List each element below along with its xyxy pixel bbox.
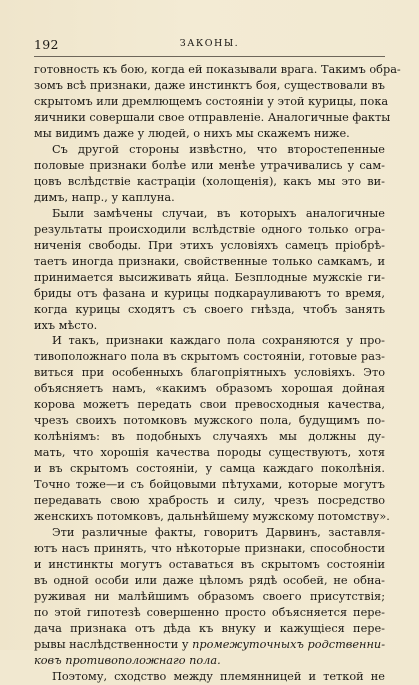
text-line-content: колѣніямъ: въ подобныхъ случаяхъ мы должны ду- — [34, 430, 385, 444]
text-line — [34, 669, 385, 685]
text-line-content: ихъ мѣсто. — [34, 318, 98, 332]
text-line-content: Поэтому, сходство между племянницей и теткой не — [52, 669, 385, 683]
text-line-content: мы видимъ даже у людей, о нихъ мы скажемъ ниже. — [34, 126, 350, 140]
text-line-content: корова можетъ передать свои превосходныя качества, — [34, 398, 385, 412]
text-line — [34, 397, 385, 413]
text-line — [34, 126, 385, 142]
text-line — [34, 206, 385, 222]
text-line-content: Были замѣчены случаи, въ которыхъ аналогичные — [52, 206, 385, 220]
text-line — [34, 110, 391, 126]
text-line — [34, 573, 385, 589]
text-line — [34, 142, 385, 158]
text-line-content: передавать свою храбрость и силу, чрезъ посредство — [34, 494, 385, 508]
text-line — [34, 589, 385, 605]
italic-phrase: промежуточныхъ родственни- — [192, 637, 386, 651]
page-number: 192 — [34, 37, 59, 52]
text-line — [34, 190, 385, 206]
text-line — [34, 158, 385, 174]
text-line-content: бриды отъ фазана и курицы подкарауливаютъ то время, — [34, 286, 385, 300]
text-line — [34, 349, 385, 365]
text-line — [34, 429, 385, 445]
text-line — [34, 94, 389, 110]
text-line — [34, 270, 385, 286]
text-line-content: Съ другой стороны извѣстно, что второстепенные — [52, 142, 385, 156]
italic-phrase: ковъ противоположнаго пола. — [34, 653, 221, 667]
text-line-content: когда курицы сходятъ съ своего гнѣзда, чтобъ занять — [34, 302, 385, 316]
text-line — [34, 333, 385, 349]
text-line-content: чрезъ своихъ потомковъ мужского пола, будущимъ по- — [34, 414, 385, 428]
text-line — [34, 461, 385, 477]
text-line-content: И такъ, признаки каждаго пола сохраняются у про- — [52, 334, 385, 348]
text-line-content: результаты происходили вслѣдствіе одного только огра- — [34, 222, 385, 236]
text-line-content: въ одной особи или даже цѣломъ рядѣ особей, не обна- — [34, 574, 385, 587]
text-line — [34, 509, 390, 525]
text-line — [34, 653, 385, 669]
text-line — [34, 254, 385, 270]
text-line-content: Эти различные факты, говоритъ Дарвинъ, заставля- — [52, 526, 385, 540]
text-line — [34, 477, 385, 493]
body-text — [34, 62, 401, 685]
text-line — [34, 541, 385, 557]
text-line — [34, 413, 385, 429]
text-line-content: принимается высиживать яйца. Безплодные мужскіе ги- — [34, 270, 385, 284]
text-line-content: руживая ни малѣйшимъ образомъ своего присутствія; — [34, 589, 385, 603]
text-line-content: зомъ всѣ признаки, даже инстинктъ боя, существовали въ — [34, 78, 385, 92]
text-line — [34, 286, 385, 302]
text-line — [34, 445, 385, 461]
text-line-content: готовность къ бою, когда ей показывали врага. Такимъ обра- — [34, 63, 401, 76]
text-line-content: таетъ иногда признаки, свойственные только самкамъ, и — [34, 254, 385, 268]
text-line-content: объясняетъ намъ, «какимъ образомъ хорошая дойная — [34, 382, 385, 396]
header-rule — [34, 56, 385, 57]
running-title: ЗАКОНЫ. — [179, 38, 240, 49]
text-line-content: дача признака отъ дѣда къ внуку и кажущіеся пере- — [34, 621, 385, 635]
text-line-content: виться при особенныхъ благопріятныхъ условіяхъ. Это — [34, 366, 385, 380]
text-line — [34, 605, 385, 621]
text-line-content: по этой гипотезѣ совершенно просто объясняется пере- — [34, 605, 385, 619]
text-line — [34, 78, 385, 94]
text-line-content: и въ скрытомъ состояніи, у самца каждаго поколѣнія. — [34, 462, 385, 476]
text-line — [34, 637, 385, 653]
text-line-content: яичники совершали свое отправленіе. Аналогичные факты — [34, 110, 391, 124]
text-line — [34, 365, 385, 381]
text-line — [34, 318, 385, 334]
text-line-content: ютъ насъ принять, что нѣкоторые признаки, способности — [34, 542, 385, 556]
text-line-content: и инстинкты могутъ оставаться въ скрытомъ состояніи — [34, 558, 385, 572]
text-line — [34, 174, 385, 190]
text-line — [34, 525, 385, 541]
text-line — [34, 621, 385, 637]
text-line-content: женскихъ потомковъ, дальнѣйшему мужскому потомству». — [34, 510, 390, 524]
text-line-content: рывы наслѣдственности у — [34, 637, 193, 651]
text-line-content: половые признаки болѣе или менѣе утрачивались у сам- — [34, 158, 385, 172]
text-line — [34, 302, 385, 318]
text-line-content: скрытомъ или дремлющемъ состояніи у этой курицы, пока — [34, 94, 389, 108]
text-line — [34, 222, 385, 238]
text-line-content: тивоположнаго пола въ скрытомъ состояніи, готовые раз- — [34, 350, 385, 364]
text-line-content: ниченія свободы. При этихъ условіяхъ самецъ пріобрѣ- — [34, 238, 385, 252]
text-line-content: цовъ вслѣдствіе кастраціи (холощенія), какъ мы это ви- — [34, 174, 385, 188]
text-line — [34, 62, 401, 78]
text-line — [34, 493, 385, 509]
running-head — [34, 37, 385, 55]
text-line-content: мать, что хорошія качества породы существуютъ, хотя — [34, 446, 385, 460]
text-line — [34, 238, 385, 254]
text-line — [34, 557, 385, 573]
text-line-content: димъ, напр., у каплуна. — [34, 190, 175, 204]
text-line-content: Точно тоже—и съ бойцовыми пѣтухами, которые могутъ — [34, 478, 385, 492]
text-line — [34, 381, 385, 397]
